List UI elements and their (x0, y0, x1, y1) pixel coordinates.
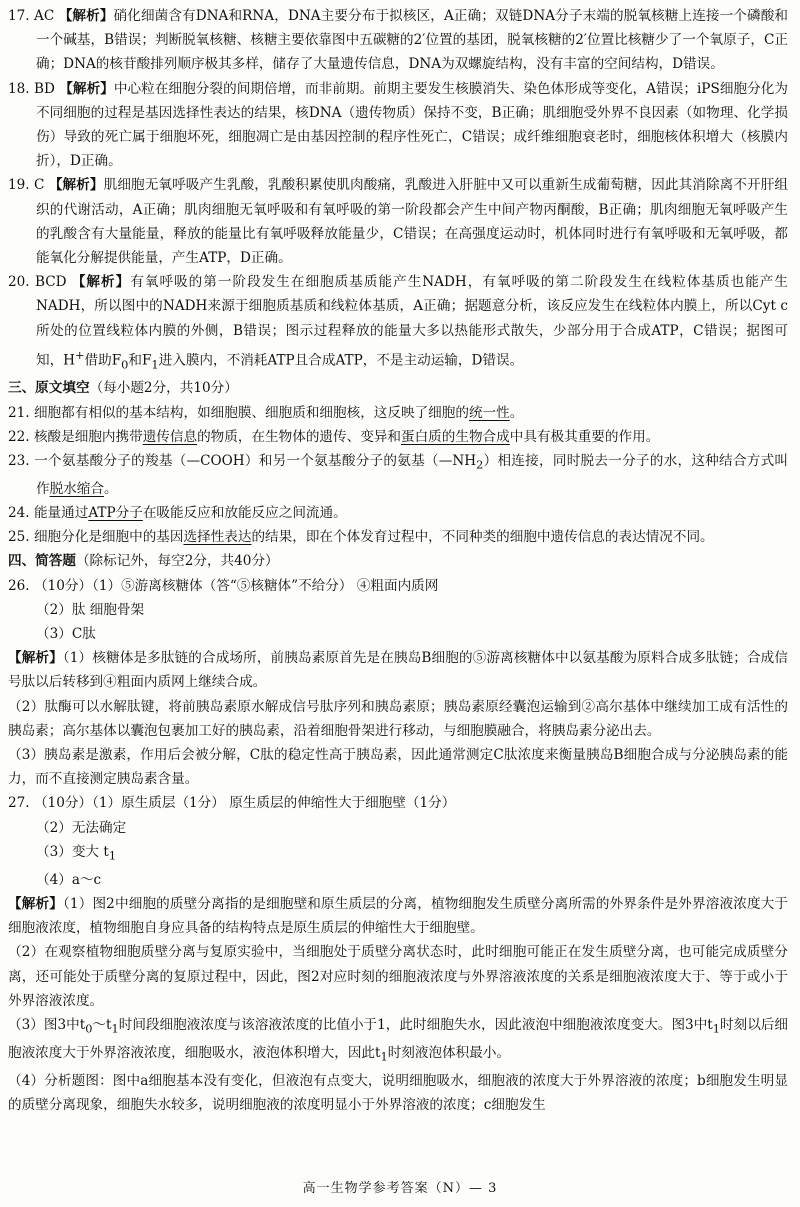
answer-26-analysis-3: （3）胰岛素是激素，作用后会被分解，C肽的稳定性高于胰岛素，因此通常测定C肽浓度来衡量胰岛B细胞合成与分泌胰岛素的能力，而不直接测定胰岛素含量。 (8, 747, 788, 788)
page-footer: 高一生物学参考答案（N）— 3 (302, 1181, 498, 1196)
analysis-tag: 【解析】 (71, 274, 131, 291)
answer-20: 20. BCD 【解析】有氧呼吸的第一阶段发生在细胞质基质能产生NADH，有氧呼吸的第二阶段发生在线粒体基质也能产生NADH，所以图中的NADH来源于细胞质基质和线粒体基质，A正确；据题意分析，该反应发生在线粒体内膜上，所以Cyt c所处的位置线粒体内膜的外侧，B错误；图示过程释放的能量大多以热能形式散失，少部分用于合成ATP，C错误；据图可知，H+借助$F_0$和$F_1$进入膜内，不消耗ATP且合成ATP，不是主动运输，D错误。 (8, 274, 789, 372)
answer-22: 22. 核酸是细胞内携带遗传信息的物质，在生物体的遗传、变异和蛋白质的生物合成中具有极其重要的作用。 (8, 428, 660, 445)
answer-26-line-2: （2）肽 细胞骨架 (36, 601, 145, 618)
answer-18: 18. BD 【解析】中心粒在细胞分裂的间期倍增，而非前期。前期主要发生核膜消失、染色体形成等变化，A错误；iPS细胞分化为不同细胞的过程是基因选择性表达的结果，核DNA（遗传物质）保持不变，B正确；肌细胞受外界不良因素（如物理、化学损伤）导致的死亡属于细胞坏死，细胞凋亡是由基因控制的程序性死亡，C错误；成纤维细胞衰老时，细胞核体积增大（核膜内折），D正确。 (8, 80, 789, 170)
answer-26-line-1: 26. （10分）（1）⑤游离核糖体（答“⑤核糖体”不给分） ④粗面内质网 (8, 577, 439, 594)
answer-27-analysis-4: （4）分析题图：图中a细胞基本没有变化，但液泡有点变大，说明细胞吸水，细胞液的浓度大于外界溶液的浓度；b细胞发生明显的质壁分离现象，细胞失水较多，说明细胞液的浓度明显小于外界溶液的浓度；c细胞发生 (8, 1072, 788, 1114)
analysis-tag: 【解析】 (59, 80, 114, 97)
analysis-tag: 【解析】 (48, 177, 104, 194)
answer-19: 19. C 【解析】肌细胞无氧呼吸产生乳酸，乳酸积累使肌肉酸痛，乳酸进入肝脏中又可以重新生成葡萄糖，因此其消除离不开肝组织的代谢活动，A正确；肌肉细胞无氧呼吸和有氧呼吸的第一阶段都会产生中间产物丙酮酸，B正确；肌肉细胞无氧呼吸产生的乳酸含有大量能量，释放的能量比有氧呼吸释放能量少，C错误；在高强度运动时，机体同时进行有氧呼吸和无氧呼吸，都能氧化分解提供能量，产生ATP，D正确。 (8, 177, 788, 267)
analysis-tag: 【解析】 (8, 650, 63, 667)
fill-blank-answer: 统一性 (468, 404, 510, 421)
answer-27-line-4: （4）a～c (36, 871, 102, 888)
answer-23: 23. 一个氨基酸分子的羧基（—COOH）和另一个氨基酸分子的氨基$(—NH_2)$相连接，同时脱去一分子的水，这种结合方式叫作脱水缩合。 (8, 452, 789, 497)
fill-blank-answer: 脱水缩合 (49, 480, 104, 497)
fill-blank-answer: ATP分子 (88, 505, 143, 522)
analysis-tag: 【解析】 (58, 8, 114, 24)
section-3-heading: 三、原文填空（每小题2分，共10分） (8, 380, 238, 397)
answer-27-analysis-2: （2）在观察植物细胞质壁分离与复原实验中，当细胞处于质壁分离状态时，此时细胞可能正在发生质壁分离，也可能完成质壁分离，还可能处于质壁分离的复原过程中，因此，图2对应时刻的细胞液浓度与外界溶液浓度的关系是细胞液浓度大于、等于或小于外界溶液浓度。 (8, 944, 788, 1009)
fill-blank-answer: 遗传信息 (142, 428, 198, 445)
answer-21: 21. 细胞都有相似的基本结构，如细胞膜、细胞质和细胞核，这反映了细胞的统一性。 (8, 404, 524, 421)
answer-27-analysis-1: 【解析】（1）图2中细胞的质壁分离指的是细胞壁和原生质层的分离，植物细胞发生质壁分离所需的外界条件是外界溶液浓度大于细胞液浓度，植物细胞自身应具备的结构特点是原生质层的伸缩性大于细胞壁。 (8, 896, 789, 937)
fill-blank-answer: 蛋白质的生物合成 (400, 428, 510, 445)
answer-page (8, 4, 788, 1117)
answer-26-analysis-1: 【解析】（1）核糖体是多肽链的合成场所，前胰岛素原首先是在胰岛B细胞的⑤游离核糖体中以氨基酸为原料合成多肽链；合成信号肽以后转移到④粗面内质网上继续合成。 (8, 650, 788, 691)
answer-25: 25. 细胞分化是细胞中的基因选择性表达的结果，即在个体发育过程中，不同种类的细胞中遗传信息的表达情况不同。 (8, 529, 714, 546)
answer-27-line-1: 27. （10分）（1）原生质层（1分） 原生质层的伸缩性大于细胞壁（1分） (8, 795, 456, 812)
answer-24: 24. 能量通过ATP分子在吸能反应和放能反应之间流通。 (8, 505, 347, 522)
section-4-heading: 四、简答题（除标记外，每空2分，共40分） (8, 553, 279, 570)
answer-27-analysis-3: （3）图3中$t_0\sim t_1$时间段细胞液浓度与该溶液浓度的比值小于1，此时细胞失水，因此液泡中细胞液浓度变大。图3中$t_1$时刻以后细胞液浓度大于外界溶液浓度，细胞吸水，液泡体积增大，因此$t_1$时刻液泡体积最小。 (8, 1017, 788, 1064)
answer-17: 17. AC 【解析】硝化细菌含有DNA和RNA，DNA主要分布于拟核区，A正确；双链DNA分子末端的脱氧核糖上连接一个磷酸和一个碱基，B错误；判断脱氧核糖、核糖主要依靠图中五碳糖的2′位置的基团，脱氧核糖的2′位置比核糖少了一个氧原子，C正确；DNA的核苷酸排列顺序极其多样，储存了大量遗传信息，DNA为双螺旋结构，没有丰富的空间结构，D错误。 (8, 8, 789, 73)
answer-26-analysis-2: （2）肽酶可以水解肽键，将前胰岛素原水解成信号肽序列和胰岛素原；胰岛素原经囊泡运输到②高尔基体中继续加工成有活性的胰岛素；高尔基体以囊泡包裹加工好的胰岛素，沿着细胞骨架进行移动，与细胞膜融合，将胰岛素分泌出去。 (8, 698, 788, 739)
answer-26 (8, 574, 788, 792)
analysis-tag: 【解析】 (8, 896, 63, 912)
answer-27 (8, 791, 788, 1117)
fill-blank-answer: 选择性表达 (183, 529, 252, 546)
answer-27-line-3: （3）变大 $t_1$ (36, 843, 117, 863)
answer-27-line-2: （2）无法确定 (36, 819, 127, 836)
answer-26-line-3: （3）C肽 (36, 626, 96, 643)
